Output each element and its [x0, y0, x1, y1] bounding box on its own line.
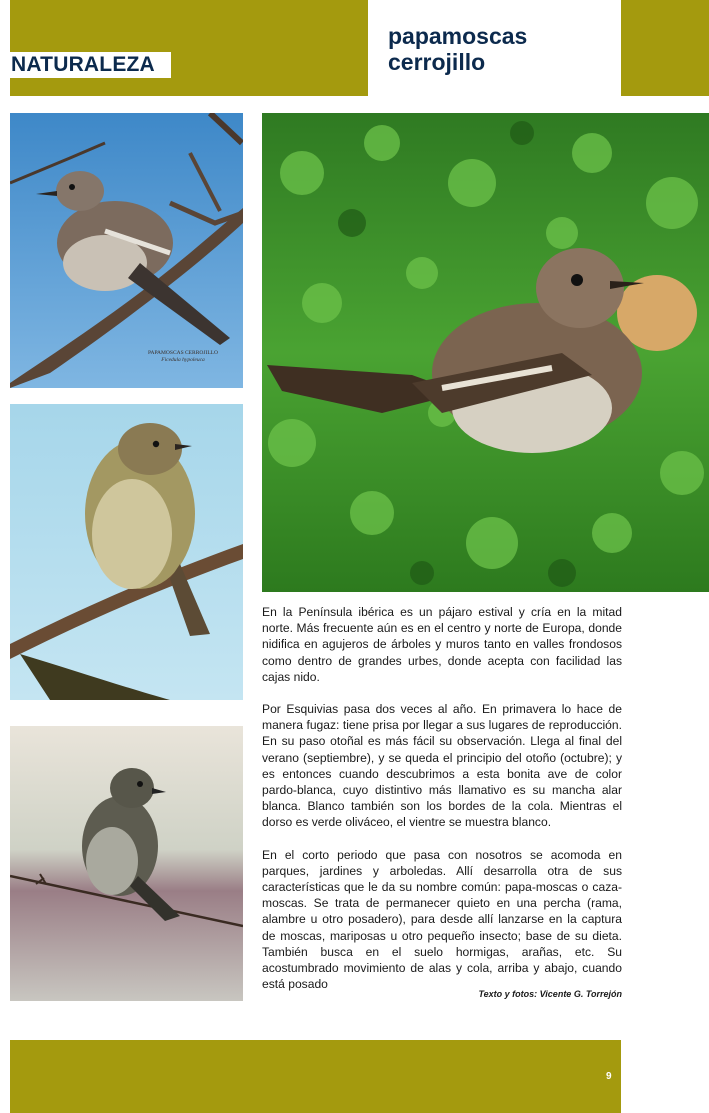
photo-caption [128, 350, 238, 364]
section-label: NATURALEZA [10, 52, 171, 78]
bird-photo-3 [10, 726, 243, 1001]
bird-photo-2 [10, 404, 243, 700]
title-line-1: papamoscas [388, 23, 528, 49]
photo-credit: Texto y fotos: Vicente G. Torrejón [478, 989, 622, 999]
article-paragraph-2: Por Esquivias pasa dos veces al año. En primavera lo hace de manera fugaz: tiene prisa por llegar a sus lugares de reproducción. En su paso otoñal es más fácil su observación. Llega al final del verano (septiembre), y se queda el principio del otoño (octubre); y es entonces cuando descubrimos a esta bonita ave de color pardo-blanca, cuyo distintivo más llamativo es su mancha alar blanca. Blanco también son los bordes de la cola. Mientras el dorso es verde oliváceo, el vientre se muestra blanco. [262, 702, 622, 830]
title-line-2: cerrojillo [388, 49, 486, 75]
article-paragraph-1: En la Península ibérica es un pájaro estival y cría en la mitad norte. Más frecuente aún es en el centro y norte de Europa, donde nidifica en agujeros de árboles y muros tanto en valles frondosos como dentro de grandes urbes, donde acepta con facilidad las cajas nido. [262, 605, 622, 684]
header-band-left [10, 0, 368, 96]
bird-photo-main [262, 113, 709, 592]
bird-photo-1 [10, 113, 243, 388]
article-title [388, 23, 618, 75]
page-number: 9 [606, 1071, 612, 1082]
footer-band [10, 1040, 621, 1113]
header-band-right [621, 0, 709, 96]
caption-common-name: PAPAMOSCAS CERROJILLO [147, 350, 219, 356]
caption-scientific-name: Ficedula hypoleuca [161, 357, 205, 363]
article-paragraph-3: En el corto periodo que pasa con nosotros se acomoda en parques, jardines y arboledas. Allí desarrolla otra de sus características que le da su nombre común: papa-moscas o caza-moscas. Se trata de permanecer quieto en una percha (rama, alambre u otro posadero), para desde allí lanzarse en la captura de moscas, mariposas u otro pequeño insecto; base de su dieta. También busca en el suelo hormigas, arañas, etc. Su acostumbrado movimiento de alas y cola, arriba y abajo, cuando está posado [262, 847, 622, 992]
article-body [262, 604, 622, 1008]
